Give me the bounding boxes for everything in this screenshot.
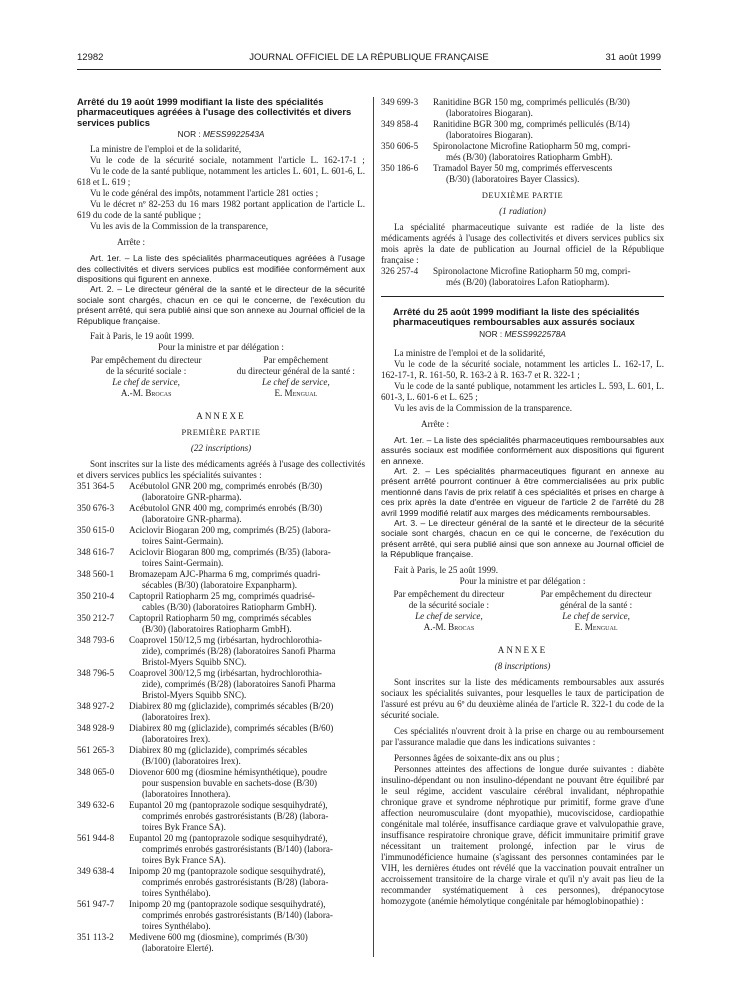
visas-1 (77, 144, 365, 232)
decree-title-1: Arrêté du 19 août 1999 modifiant la liste des spécialités pharmaceutiques agréées à l'usage des collectivités et divers services publics (77, 96, 352, 128)
product-list-1-continued (381, 97, 664, 185)
page-number: 12982 (77, 52, 104, 63)
visa: Vu le code de la santé publique, notamment les articles L. 593, L. 601, L. 601-3, L. 601-6 et L. 625 ; (381, 380, 664, 402)
radiation-text: La spécialité pharmaceutique suivante est radiée de la liste des médicaments agréés à l'usage des collectivités et divers services publics six mois après la date de publication au Journal officiel de la République française : (381, 222, 664, 265)
visas-2 (381, 348, 664, 414)
visa: Vu le code de la sécurité sociale, notamment l'article L. 162-17-1 ; (90, 155, 365, 166)
right-column (381, 97, 664, 907)
annexe-paragraph: Personnes âgées de soixante-dix ans ou plus ; (394, 752, 560, 763)
list-item: 350 210-4 Captopril Ratiopharm 25 mg, comprimés quadrisé- cables (B/30) (laboratoires Ratiopharm GmbH). (77, 591, 317, 613)
issue-date: 31 août 1999 (605, 52, 661, 63)
list-item: 348 796-5 Coaprovel 300/12,5 mg (irbésartan, hydrochlorothia- zide), comprimés (B/28) (laboratoires Sanofi Pharma Bristol-Myers Squibb SNC). (77, 668, 336, 701)
list-item: 349 632-6 Eupantol 20 mg (pantoprazole sodique sesquihydraté), comprimés enrobés gastrorésistants (B/28) (labora- toires Byk France SA). (77, 800, 329, 833)
annexe-paragraph: Ces spécialités n'ouvrent droit à la prise en charge ou au remboursement par l'assurance maladie que dans les indications suivantes : (381, 725, 664, 747)
list-item: 348 616-7 Aciclovir Biogaran 800 mg, comprimés (B/35) (labora- toires Saint-Germain). (77, 547, 331, 569)
list-item: 349 858-4 Ranitidine BGR 300 mg, comprimés pelliculés (B/14) (laboratoires Biogaran). (381, 119, 630, 140)
inscriptions-count-2: (8 inscriptions) (494, 660, 551, 671)
decree-separator (381, 296, 664, 297)
annexe-paragraph: Personnes atteintes des affections de longue durée suivantes : diabète insulino-dépendant ou non insulino-dépendant ne pouvant être équilibré par le seul régime, accident vasculaire cérébral invalidant, néphropathie chronique grave et syndrome néphrotique pur primitif, forme grave d'une affection neuromusculaire (dont myopathie), mucoviscidose, cardiopathie congénitale mal tolérée, insuffisance cardiaque grave et valvulopathie grave, insuffisance respiratoire chronique grave, déficit immunitaire primitif grave nécessitant un traitement prolongé, infection par le virus de l'immunodéficience humaine (s'agissant des personnes contaminées par le VIH, les dernières études ont révélé que la vaccination pouvait entraîner un accroissement transitoire de la charge virale et qu'il n'y avait pas lieu de la recommander systématiquement à ces personnes), drépanocytose homozygote (anémie hémolytique congénitale par hémoglobinopathie) : (381, 763, 664, 906)
list-item: 348 065-0 Diovenor 600 mg (diosmine hémisynthétique), poudre pour suspension buvable en sachets-dose (B/30) (laboratoires Innothera). (77, 767, 328, 800)
article-3: Art. 3. – Le directeur général de la santé et le directeur de la sécurité sociale sont chargés, chacun en ce qui le concerne, de l'exécution du présent arrêté, qui sera publié ainsi que son annexe au Journal officiel de la République française. (381, 518, 664, 560)
list-item: 350 212-7 Captopril Ratiopharm 50 mg, comprimés sécables (B/30) (laboratoires Ratiopharm GmbH). (77, 613, 312, 635)
list-item: 350 615-0 Aciclovir Biogaran 200 mg, comprimés (B/25) (labora- toires Saint-Germain). (77, 525, 331, 547)
column-divider (373, 97, 374, 957)
visa: La ministre de l'emploi et de la solidarité, (90, 144, 242, 155)
annexe-intro-1: Sont inscrites sur la liste des médicaments agréés à l'usage des collectivités et divers services publics les spécialités suivantes : (77, 459, 365, 481)
list-item: 348 793-6 Coaprovel 150/12,5 mg (irbésartan, hydrochlorothia- zide), comprimés (B/28) (laboratoires Sanofi Pharma Bristol-Myers Squibb SNC). (77, 635, 336, 668)
part-one-heading: PREMIÈRE PARTIE (181, 428, 261, 438)
list-item: 351 364-5 Acébutolol GNR 200 mg, comprimés enrobés (B/30) (laboratoire GNR-pharma). (77, 481, 323, 503)
page-header (77, 52, 661, 66)
product-list-1 (77, 481, 365, 954)
list-item: 348 560-1 Bromazepam AJC-Pharma 6 mg, comprimés quadri- sécables (B/30) (laboratoire Expanpharm). (77, 569, 321, 591)
signatures-1: Par empêchement du directeur de la sécurité sociale : Le chef de service, A.-M. Brocas Par empêchement du directeur général de la santé : Le chef de service, E. Mengual (90, 355, 355, 399)
inscriptions-count-1: (22 inscriptions) (190, 443, 252, 454)
article-1: Art. 1er. – La liste des spécialités pharmaceutiques remboursables aux assurés sociaux est modifiée conformément aux dispositions qui figurent en annexe. (381, 434, 664, 466)
list-item: 561 944-8 Eupantol 20 mg (pantoprazole sodique sesquihydraté), comprimés enrobés gastrorésistants (B/140) (labora- toires Byk France SA). (77, 833, 333, 866)
list-item: 561 947-7 Inipomp 20 mg (pantoprazole sodique sesquihydraté), comprimés enrobés gastrorésistants (B/140) (labora- toires Synthélabo). (77, 899, 333, 932)
visa: Vu le code de la santé publique, notamment les articles L. 601, L. 601-6, L. 618 et L. 619 ; (77, 166, 365, 188)
delegation-line-1: Pour la ministre et par délégation : (158, 342, 284, 353)
list-item: 348 927-2 Diabirex 80 mg (gliclazide), comprimés sécables (B/20) (laboratoires Irex). (77, 701, 334, 723)
list-item: 350 186-6 Tramadol Bayer 50 mg, comprimés effervescents (B/30) (laboratoires Bayer Classics). (381, 163, 613, 184)
visa: Vu les avis de la Commission de la transparence. (394, 402, 572, 413)
nor-reference-2: NOR : MESS9922578A (479, 328, 566, 339)
radiation-count: (1 radiation) (499, 206, 546, 216)
header-rule (77, 69, 661, 70)
annexe-heading-1: ANNEXE (196, 411, 246, 422)
signature-date-1: Fait à Paris, le 19 août 1999. (90, 331, 195, 342)
list-item: 351 113-2 Medivene 600 mg (diosmine), comprimés (B/30) (laboratoire Elerté). (77, 932, 308, 954)
arrete-label-2: Arrête : (421, 418, 450, 429)
annexe-intro-2: Sont inscrites sur la liste des médicaments remboursables aux assurés sociaux les spécialités suivantes, pour lesquelles le taux de participation de l'assuré est prévu au 6º du deuxième alinéa de l'article R. 322-1 du code de la sécurité sociale. (381, 676, 664, 720)
list-item: 350 676-3 Acébutolol GNR 400 mg, comprimés enrobés (B/30) (laboratoire GNR-pharma). (77, 503, 323, 525)
signatures-2: Par empêchement du directeur de la sécurité sociale : Le chef de service, A.-M. Brocas Par empêchement du directeur général de la santé : Le chef de service, E. Mengual (393, 588, 652, 632)
left-column (77, 97, 365, 954)
visa: Vu le code général des impôts, notamment l'article 281 octies ; (90, 188, 319, 199)
delegation-line-2: Pour la ministre et par délégation : (459, 575, 586, 586)
visa: Vu les avis de la Commission de la transparence, (90, 221, 268, 232)
article-1: Art. 1er. – La liste des spécialités pharmaceutiques agréées à l'usage des collectivités et divers services publics est modifiée conformément aux dispositions qui figurent en annexe. (77, 253, 365, 285)
list-item: 350 606-5 Spironolactone Microfine Ratiopharm 50 mg, compri- més (B/30) (laboratoires Ratiopharm GmbH). (381, 141, 631, 162)
visa: Vu le code de la sécurité sociale, notamment les articles L. 162-17, L. 162-17-1, R. 161-50, R. 163-2 à R. 163-7 et R. 322-1 ; (381, 358, 664, 380)
list-item: 326 257-4 Spironolactone Microfine Ratiopharm 50 mg, compri- més (B/20) (laboratoires Lafon Ratiopharm). (381, 266, 631, 287)
list-item: 349 638-4 Inipomp 20 mg (pantoprazole sodique sesquihydraté), comprimés enrobés gastrorésistants (B/28) (labora- toires Synthélabo). (77, 866, 329, 899)
article-2: Art. 2. – Le directeur général de la santé et le directeur de la sécurité sociale sont chargés, chacun en ce qui le concerne, de l'exécution du présent arrêté, qui sera publié ainsi que son annexe au Journal officiel de la République française. (77, 284, 365, 326)
signature-date-2: Fait à Paris, le 25 août 1999. (394, 564, 499, 575)
visa: Vu le décret nº 82-253 du 16 mars 1982 portant application de l'article L. 619 du code de la santé publique ; (77, 199, 365, 221)
nor-reference-1: NOR : MESS9922543A (177, 129, 265, 140)
annexe-heading-2: ANNEXE (497, 644, 548, 655)
decree-title-2: Arrêté du 25 août 1999 modifiant la liste des spécialités pharmaceutiques remboursables aux assurés sociaux (393, 306, 640, 328)
journal-title: JOURNAL OFFICIEL DE LA RÉPUBLIQUE FRANÇAISE (249, 52, 489, 63)
visa: La ministre de l'emploi et de la solidarité, (394, 347, 546, 358)
arrete-label-1: Arrête : (117, 237, 146, 248)
list-item: 561 265-3 Diabirex 80 mg (gliclazide), comprimés sécables (B/100) (laboratoires Irex). (77, 745, 308, 767)
part-two-heading: DEUXIÈME PARTIE (481, 191, 564, 200)
list-item: 349 699-3 Ranitidine BGR 150 mg, comprimés pelliculés (B/30) (laboratoires Biogaran). (381, 97, 630, 118)
list-item: 348 928-9 Diabirex 80 mg (gliclazide), comprimés sécables (B/60) (laboratoires Irex). (77, 723, 334, 745)
article-2: Art. 2. – Les spécialités pharmaceutiques figurant en annexe au présent arrêté pourront continuer à être commercialisées au prix public mentionné dans l'avis de prix relatif à ces spécialités et prises en charge à ces prix après la date d'entrée en vigueur de l'article 2 de l'arrêté du 28 avril 1999 modifié relatif aux marges des médicaments remboursables. (381, 466, 664, 518)
